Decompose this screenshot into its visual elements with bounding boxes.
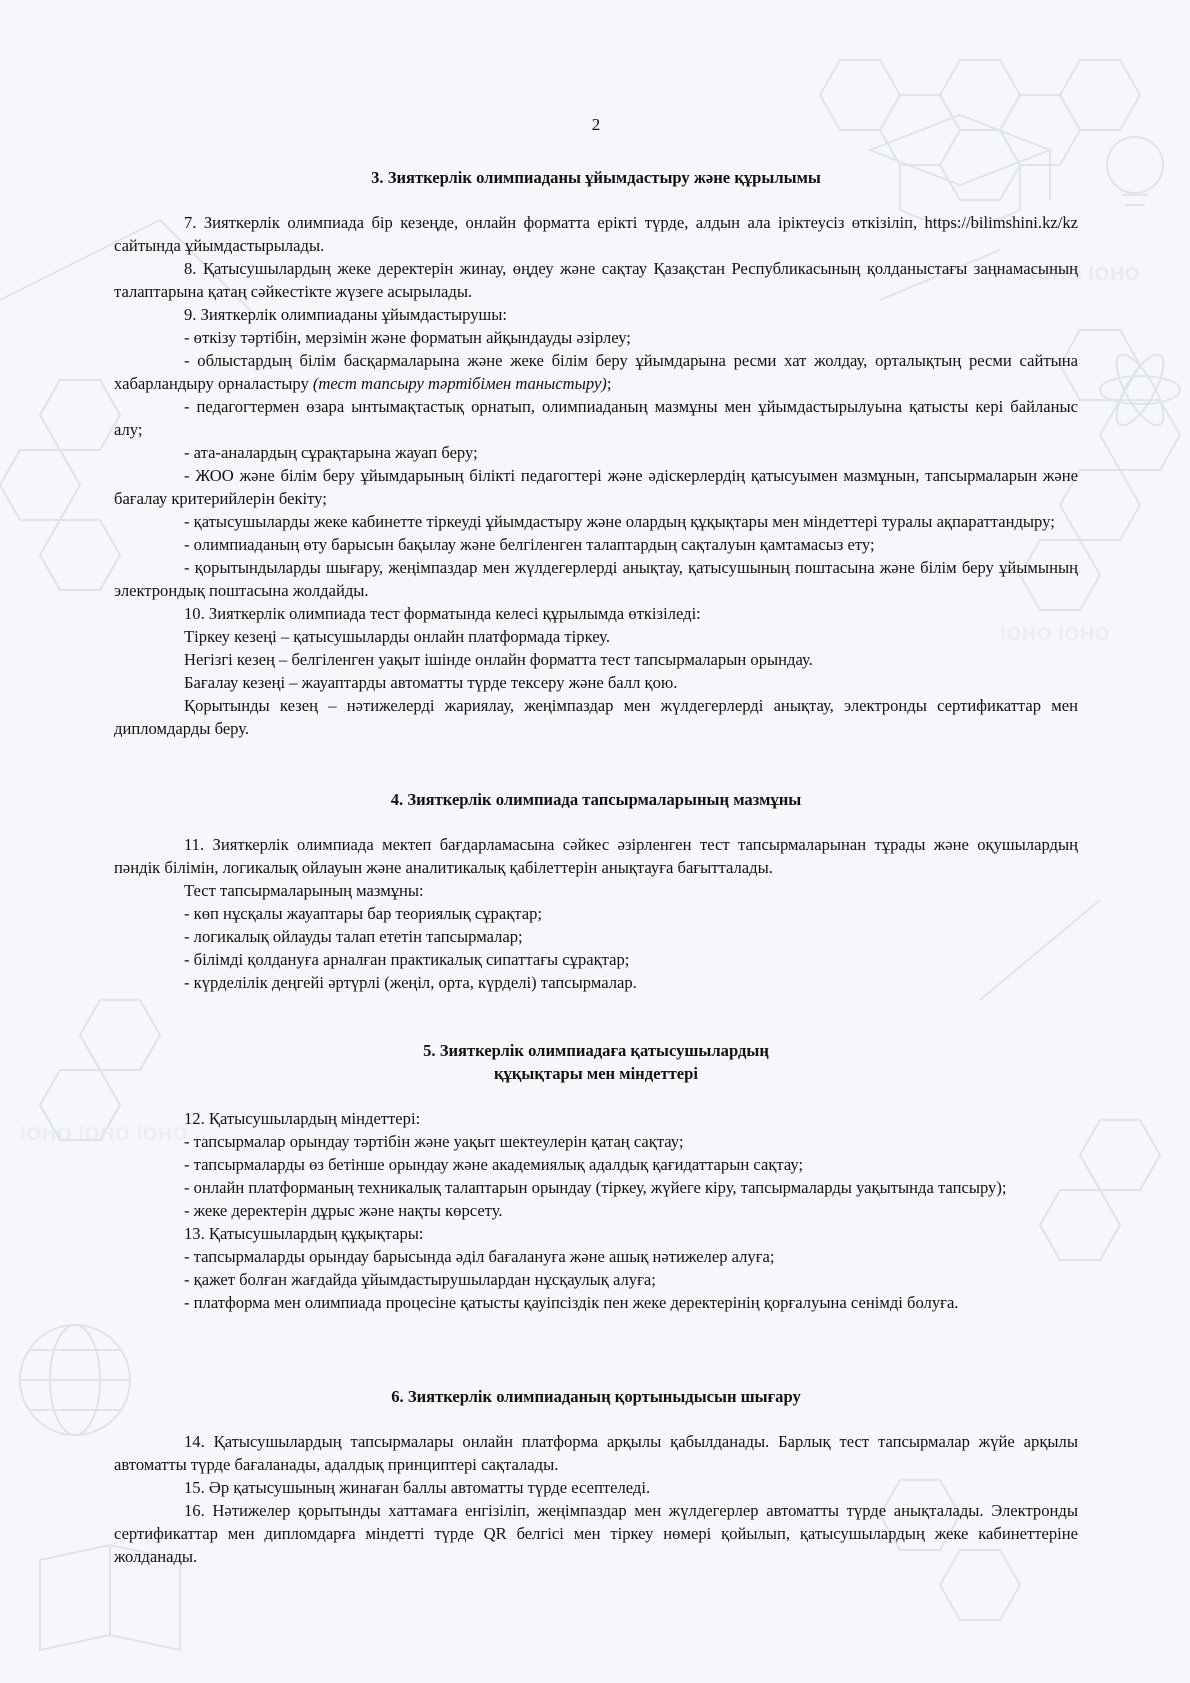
list-item: - олимпиаданың өту барысын бақылау және белгіленген талаптардың сақталуын қамтамасыз ету; [184,535,875,554]
list-item: - көп нұсқалы жауаптары бар теориялық сұрақтар; [184,904,542,923]
italic-note: (тест тапсыру тәртібімен таныстыру) [312,374,607,393]
list-item: Бағалау кезеңі – жауаптарды автоматты түрде тексеру және балл қою. [184,673,678,692]
paragraph-8: 8. Қатысушылардың жеке деректерін жинау, өңдеу және сақтау Қазақстан Республикасының қолданыстағы заңнамасының талаптарына қатаң сәйкестікте жүзеге асырылады. [114,259,1078,301]
list-item: - платформа мен олимпиада процесіне қатысты қауіпсіздік пен жеке деректерінің қорғалуына сенімді болуға. [184,1293,959,1312]
list-item: Қорытынды кезең – нәтижелерді жариялау, жеңімпаздар мен жүлдегерлерді анықтау, электронды сертификаттар мен дипломдарды беру. [114,696,1078,738]
section-5 [114,1039,1078,1314]
list-item: Тіркеу кезеңі – қатысушыларды онлайн платформада тіркеу. [184,627,610,646]
list-item: - онлайн платформаның техникалық талаптарын орындау (тіркеу, жүйеге кіру, тапсырмаларды уақытында тапсыру); [184,1178,1007,1197]
list-item: - тапсырмаларды өз бетінше орындау және академиялық адалдық қағидаттарын сақтау; [184,1155,804,1174]
list-item: - күрделілік деңгейі әртүрлі (жеңіл, орта, күрделі) тапсырмалар. [184,973,637,992]
section-4 [114,788,1078,994]
paragraph-16: 16. Нәтижелер қорытынды хаттамаға енгізіліп, жеңімпаздар мен жүлдегерлер автоматты түрде анықталады. Электронды сертификаттар мен дипломдарға міндетті түрде QR белгісі мен тіркеу нөмері қойылып, қатысушылардың жеке кабинеттеріне жолданады. [114,1501,1078,1566]
section-6-heading: 6. Зияткерлік олимпиаданың қортыныдысын шығару [391,1387,801,1406]
list-item: - тапсырмалар орындау тәртібін және уақыт шектеулерін қатаң сақтау; [184,1132,684,1151]
list-item: - облыстардың білім басқармаларына және жеке білім беру ұйымдарына ресми хат жолдау, орталықтың ресми сайтына хабарландыру орналастыру (тест тапсыру тәртібімен таныстыру); [114,351,1078,393]
list-item: - қажет болған жағдайда ұйымдастырушылардан нұсқаулық алуға; [184,1270,656,1289]
list-item: - қатысушыларды жеке кабинетте тіркеуді ұйымдастыру және олардың құқықтары мен міндеттері туралы ақпараттандыру; [184,512,1055,531]
list-item: - ата-аналардың сұрақтарына жауап беру; [184,443,478,462]
list-item: - өткізу тәртібін, мерзімін және форматын айқындауды әзірлеу; [184,328,631,347]
list-item: - қорытындыларды шығару, жеңімпаздар мен жүлдегерлерді анықтау, қатысушының поштасына және білім беру ұйымының электрондық поштасына жолдайды. [114,558,1078,600]
paragraph-15: 15. Әр қатысушының жинаған баллы автоматты түрде есептеледі. [184,1478,651,1497]
paragraph-11: 11. Зияткерлік олимпиада мектеп бағдарламасына сәйкес әзірленген тест тапсырмаларынан тұрады және оқушылардың пәндік білімін, логикалық ойлауын және аналитикалық қабілеттерін анықтауға бағытталады. [114,835,1078,877]
paragraph-12: 12. Қатысушылардың міндеттері: [184,1109,421,1128]
paragraph-14: 14. Қатысушылардың тапсырмалары онлайн платформа арқылы қабылданады. Барлық тест тапсырмалар жүйе арқылы автоматты түрде бағаланады, адалдық принциптері сақталады. [114,1432,1078,1474]
paragraph-13: 13. Қатысушылардың құқықтары: [184,1224,424,1243]
svg-text:lOHO lOHO: lOHO lOHO [1000,624,1110,645]
svg-text:lOHO lOHO: lOHO lOHO [1030,264,1140,285]
list-item: - тапсырмаларды орындау барысында әділ бағалануға және ашық нәтижелер алуға; [184,1247,775,1266]
page-number: 2 [591,115,601,134]
list-item: Тест тапсырмаларының мазмұны: [184,881,424,900]
svg-text:lOHO lOHO lOHO: lOHO lOHO lOHO [20,1124,189,1145]
section-3-heading: 3. Зияткерлік олимпиаданы ұйымдастыру және құрылымы [371,168,821,187]
list-item: - логикалық ойлауды талап ететін тапсырмалар; [184,927,523,946]
paragraph-10: 10. Зияткерлік олимпиада тест форматында келесі құрылымда өткізіледі: [184,604,701,623]
paragraph-7: 7. Зияткерлік олимпиада бір кезеңде, онлайн форматта ерікті түрде, алдын ала іріктеусіз өткізіліп, https://bilimshini.kz/kz сайтында ұйымдастырылады. [114,213,1078,255]
section-6 [114,1385,1078,1568]
section-3 [114,166,1078,740]
list-item: - білімді қолдануға арналған практикалық сипаттағы сұрақтар; [184,950,630,969]
section-4-heading: 4. Зияткерлік олимпиада тапсырмаларының мазмұны [390,790,802,809]
section-5-heading-line2: құқықтары мен міндеттері [493,1064,699,1083]
list-item: - жеке деректерін дұрыс және нақты көрсету. [184,1201,503,1220]
paragraph-9: 9. Зияткерлік олимпиаданы ұйымдастырушы: [184,305,508,324]
list-item: Негізгі кезең – белгіленген уақыт ішінде онлайн форматта тест тапсырмаларын орындау. [184,650,813,669]
section-5-heading: 5. Зияткерлік олимпиадаға қатысушылардың [423,1041,769,1060]
list-item: - педагогтермен өзара ынтымақтастық орнатып, олимпиаданың мазмұны мен ұйымдастырылуына қатысты кері байланыс алу; [114,397,1078,439]
list-item: - ЖОО және білім беру ұйымдарының білікті педагогтері және әдіскерлердің қатысуымен мазмұнын, тапсырмаларын және бағалау критерийлерін бекіту; [114,466,1078,508]
